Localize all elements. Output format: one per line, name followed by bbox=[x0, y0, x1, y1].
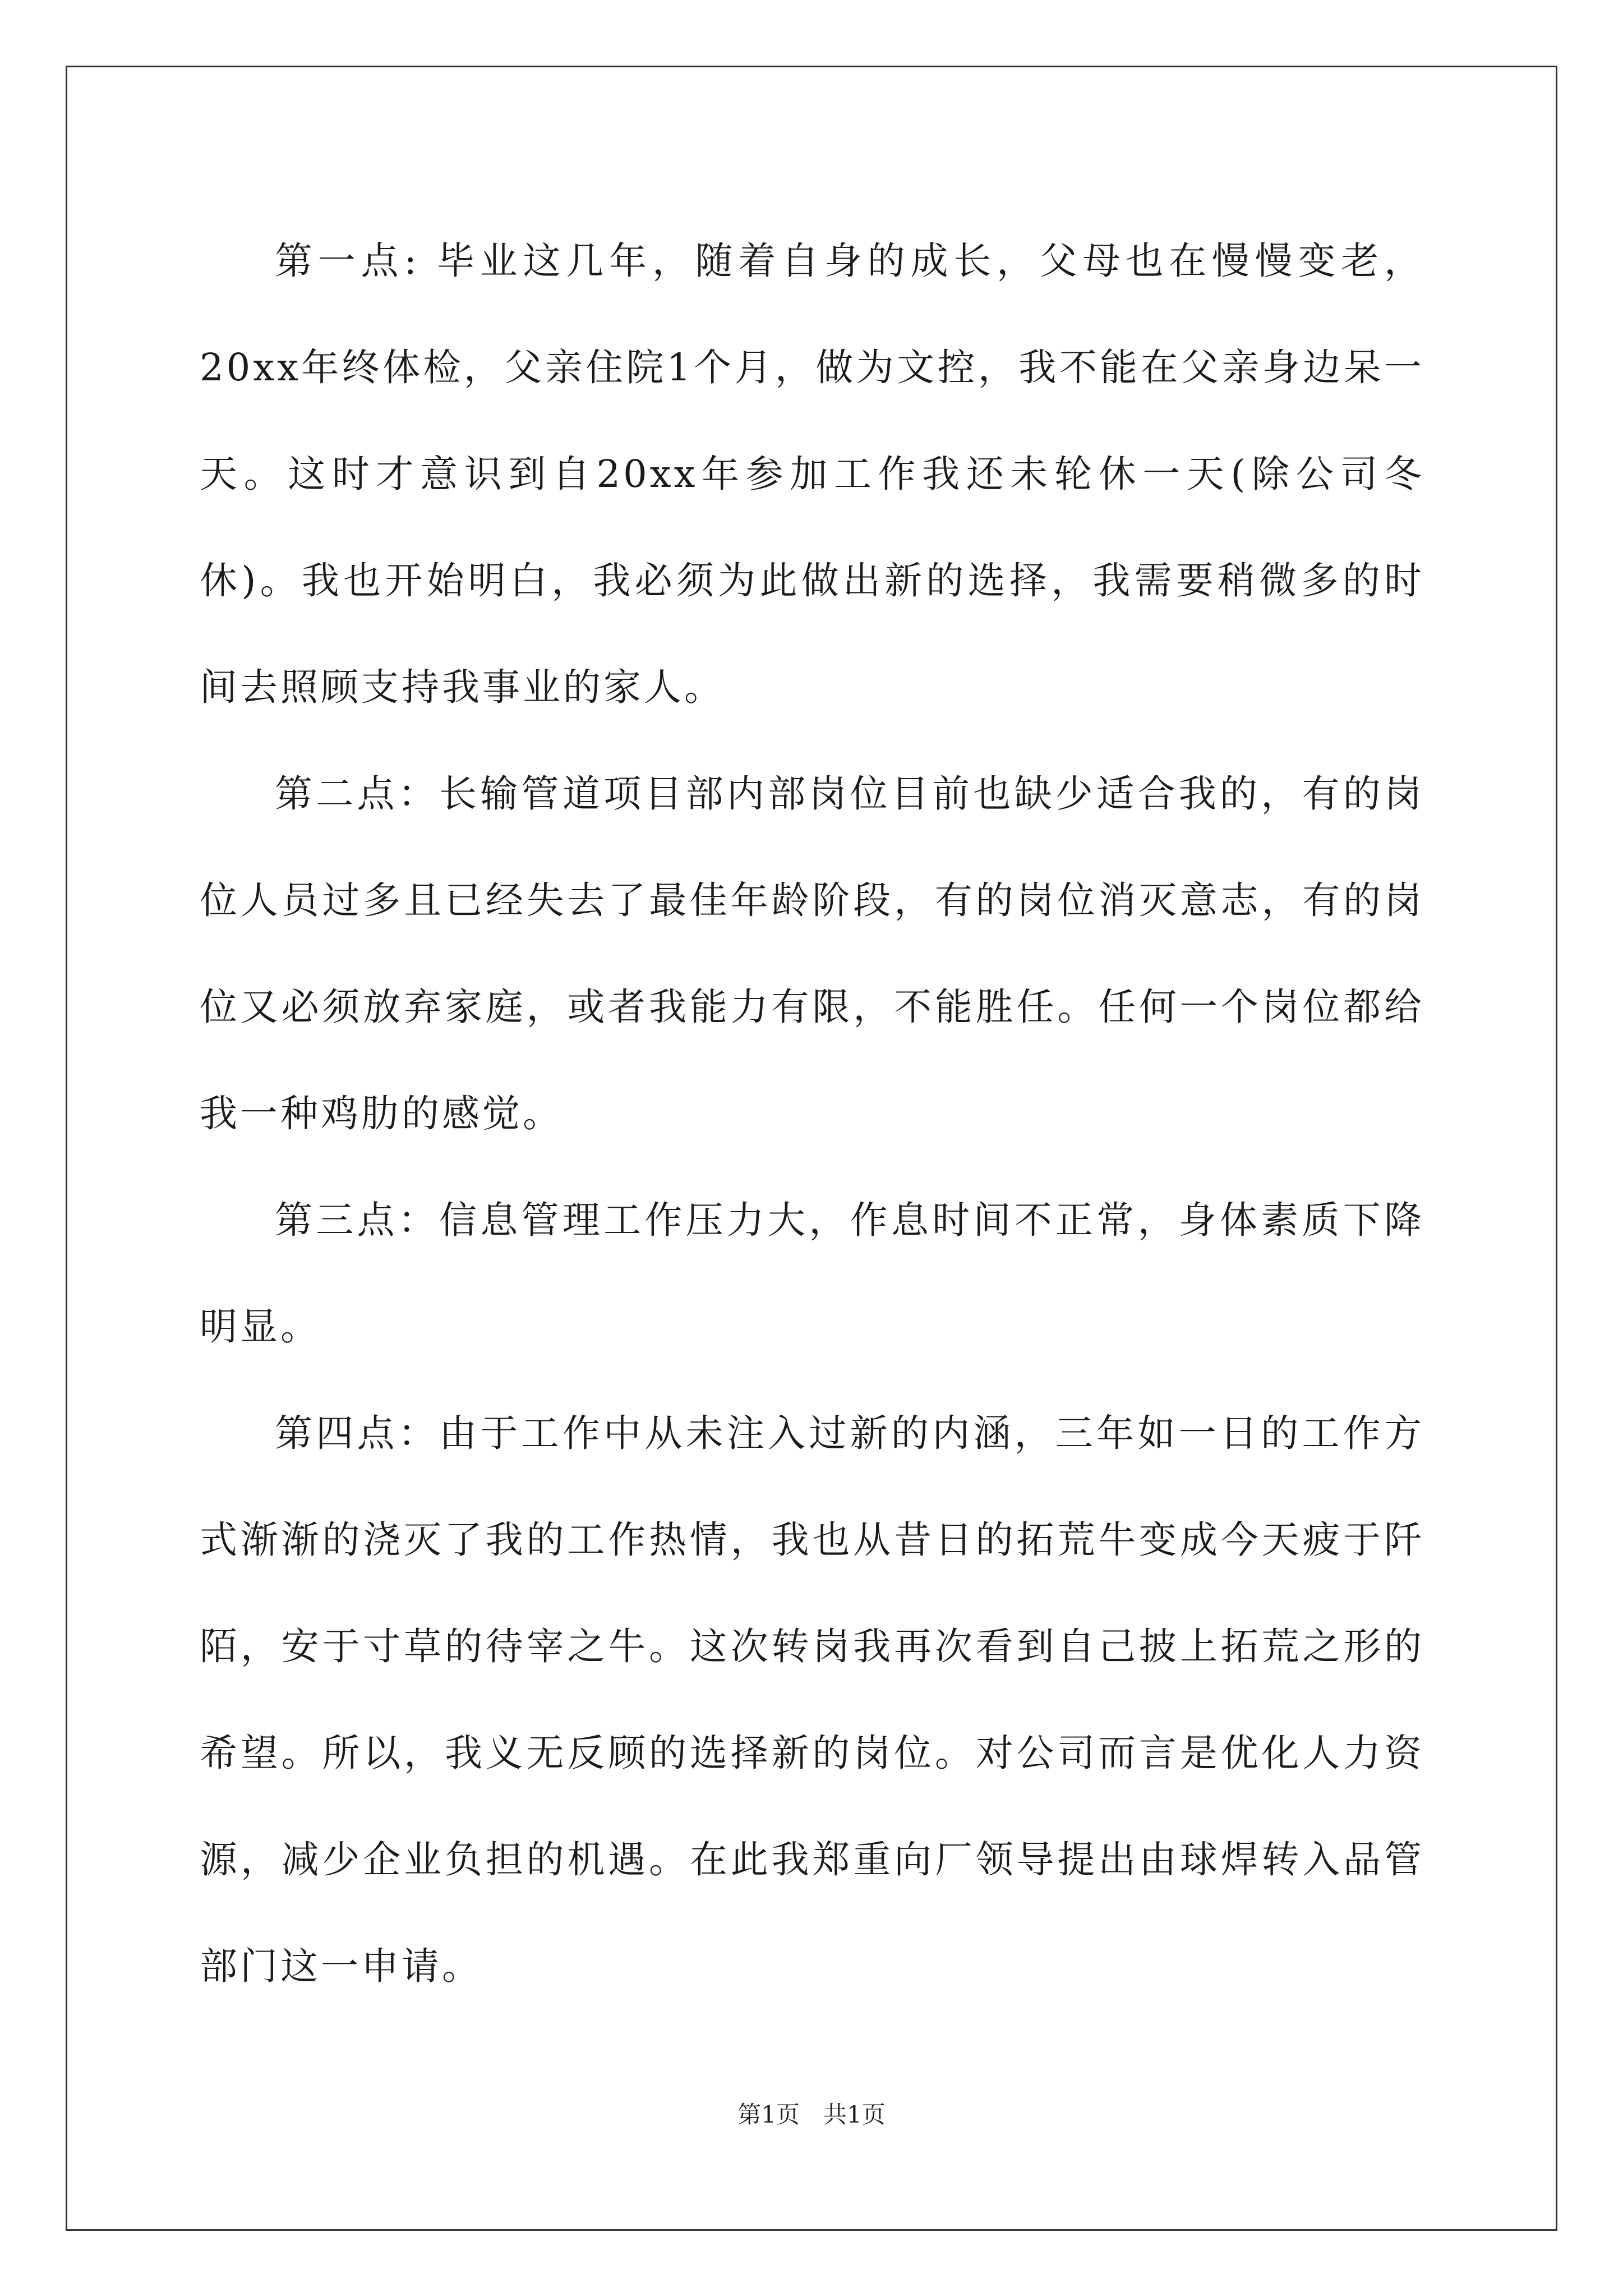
paragraph-point-2: 第二点：长输管道项目部内部岗位目前也缺少适合我的，有的岗位人员过多且已经失去了最佳年龄阶段，有的岗位消灭意志，有的岗位又必须放弃家庭，或者我能力有限，不能胜任。任何一个岗位都给我一种鸡肋的感觉。 bbox=[200, 772, 1424, 1135]
page-footer bbox=[0, 2098, 1623, 2132]
paragraph-point-4: 第四点：由于工作中从未注入过新的内涵，三年如一日的工作方式渐渐的浇灭了我的工作热情，我也从昔日的拓荒牛变成今天疲于阡陌，安于寸草的待宰之牛。这次转岗我再次看到自己披上拓荒之形的希望。所以，我义无反顾的选择新的岗位。对公司而言是优化人力资源，减少企业负担的机遇。在此我郑重向厂领导提出由球焊转入品管部门这一申请。 bbox=[200, 1411, 1424, 1988]
page-number-total: 共1页 bbox=[823, 2101, 886, 2128]
paragraph-point-3: 第三点：信息管理工作压力大，作息时间不正常，身体素质下降明显。 bbox=[200, 1198, 1424, 1349]
document-body bbox=[200, 208, 1424, 2019]
paragraph-point-1: 第一点: 毕业这几年，随着自身的成长，父母也在慢慢变老，20xx年终体检，父亲住院1个月，做为文控，我不能在父亲身边呆一天。这时才意识到自20xx年参加工作我还未轮休一天(除公司冬休)。我也开始明白，我必须为此做出新的选择，我需要稍微多的时间去照顾支持我事业的家人。 bbox=[200, 239, 1424, 709]
page-number-current: 第1页 bbox=[737, 2101, 800, 2128]
